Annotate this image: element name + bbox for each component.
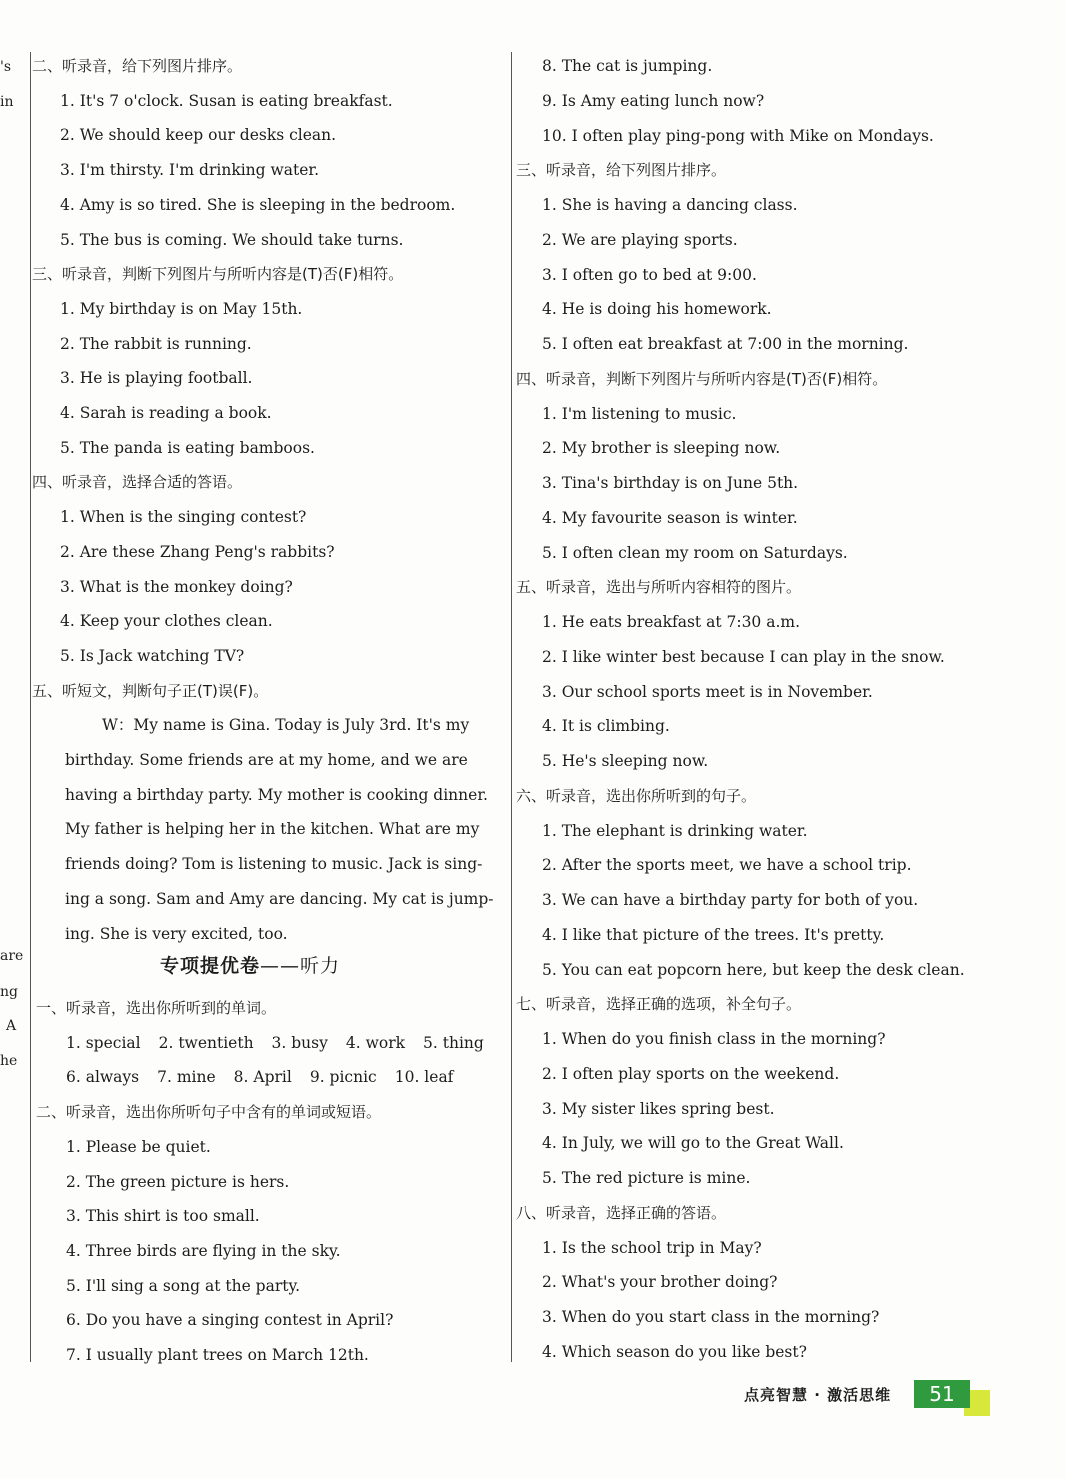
right-line: 2. What's your brother doing? xyxy=(542,1273,778,1292)
left-line: friends doing? Tom is listening to music. Jack is sing- xyxy=(65,855,483,874)
right-section-heading: 七、听录音，选择正确的选项，补全句子。 xyxy=(516,995,802,1014)
word-option: 1. special xyxy=(66,1033,141,1052)
special-line: 6. Do you have a singing contest in April? xyxy=(66,1311,394,1330)
right-line: 1. She is having a dancing class. xyxy=(542,196,798,214)
right-line: 3. My sister likes spring best. xyxy=(542,1099,775,1118)
special-line: 1. Please be quiet. xyxy=(66,1137,211,1156)
right-line: 4. I like that picture of the trees. It's pretty. xyxy=(542,925,885,944)
special-line: 2. The green picture is hers. xyxy=(66,1172,290,1191)
right-line: 2. I often play sports on the weekend. xyxy=(542,1064,840,1083)
left-line: 5. Is Jack watching TV? xyxy=(60,646,245,665)
right-line: 3. We can have a birthday party for both of you. xyxy=(542,891,919,909)
left-line: 1. My birthday is on May 15th. xyxy=(60,299,303,318)
right-line: 2. After the sports meet, we have a school trip. xyxy=(542,856,912,875)
right-line: 10. I often play ping-pong with Mike on Mondays. xyxy=(542,126,934,145)
right-line: 4. He is doing his homework. xyxy=(542,300,772,319)
left-line: ing a song. Sam and Amy are dancing. My cat is jump- xyxy=(65,889,494,908)
word-option: 4. work xyxy=(345,1033,406,1052)
right-section-heading: 八、听录音，选择正确的答语。 xyxy=(516,1203,727,1222)
right-section-heading: 三、听录音，给下列图片排序。 xyxy=(516,161,727,180)
right-line: 5. I often eat breakfast at 7:00 in the morning. xyxy=(542,335,909,353)
left-line: 5. The panda is eating bamboos. xyxy=(60,438,315,457)
footer-slogan: 点亮智慧 · 激活思维 xyxy=(744,1386,892,1404)
left-line: 1. It's 7 o'clock. Susan is eating breakfast. xyxy=(60,91,393,110)
left-line: 2. Are these Zhang Peng's rabbits? xyxy=(60,542,335,561)
left-line: 4. Amy is so tired. She is sleeping in the bedroom. xyxy=(60,195,456,214)
left-line: 2. The rabbit is running. xyxy=(60,334,252,353)
word-option: 8. April xyxy=(233,1068,292,1087)
special-word-row xyxy=(66,1033,502,1053)
right-line: 2. My brother is sleeping now. xyxy=(542,439,781,458)
left-line: 2. We should keep our desks clean. xyxy=(60,126,337,145)
left-line: W：My name is Gina. Today is July 3rd. It's my xyxy=(102,716,470,735)
right-line: 4. In July, we will go to the Great Wall. xyxy=(542,1134,844,1153)
section-title xyxy=(160,956,340,976)
left-section-heading: 二、听录音，给下列图片排序。 xyxy=(32,57,243,75)
right-line: 4. Which season do you like best? xyxy=(542,1342,807,1361)
left-section-heading: 三、听录音，判断下列图片与所听内容是(T)否(F)相符。 xyxy=(32,265,404,284)
right-line: 3. Our school sports meet is in November. xyxy=(542,682,873,701)
section-title-sub: ——听力 xyxy=(260,955,341,977)
right-line: 2. We are playing sports. xyxy=(542,230,738,249)
special-section-heading: 一、听录音，选出你所听到的单词。 xyxy=(36,999,277,1017)
left-line: 3. He is playing football. xyxy=(60,369,253,388)
right-line: 9. Is Amy eating lunch now? xyxy=(542,91,765,110)
right-line: 3. When do you start class in the morning? xyxy=(542,1308,880,1326)
right-line: 5. I often clean my room on Saturdays. xyxy=(542,543,848,562)
right-line: 1. Is the school trip in May? xyxy=(542,1238,762,1257)
special-line: 4. Three birds are flying in the sky. xyxy=(66,1241,341,1260)
right-line: 5. He's sleeping now. xyxy=(542,752,709,770)
right-line: 4. It is climbing. xyxy=(542,717,670,736)
right-line: 3. Tina's birthday is on June 5th. xyxy=(542,474,799,492)
left-line: 5. The bus is coming. We should take turns. xyxy=(60,230,404,249)
special-word-row xyxy=(66,1067,471,1087)
special-section-heading: 二、听录音，选出你所听句子中含有的单词或短语。 xyxy=(36,1103,382,1122)
left-line: 1. When is the singing contest? xyxy=(60,508,307,527)
left-line: My father is helping her in the kitchen. What are my xyxy=(65,820,480,839)
left-section-heading: 四、听录音，选择合适的答语。 xyxy=(32,473,243,492)
right-line: 2. I like winter best because I can play in the snow. xyxy=(542,647,945,666)
right-line: 5. The red picture is mine. xyxy=(542,1169,751,1187)
right-line: 8. The cat is jumping. xyxy=(542,57,713,75)
word-option: 10. leaf xyxy=(394,1068,454,1087)
left-line: 3. I'm thirsty. I'm drinking water. xyxy=(60,161,320,180)
word-option: 5. thing xyxy=(423,1033,484,1052)
edge-fragment: he xyxy=(0,1053,18,1069)
left-section-heading: 五、听短文，判断句子正(T)误(F)。 xyxy=(32,681,269,700)
word-option: 2. twentieth xyxy=(158,1033,254,1052)
edge-fragment: are xyxy=(0,948,24,964)
section-title-main: 专项提优卷 xyxy=(160,955,261,977)
edge-fragment: in xyxy=(0,94,14,110)
left-line: birthday. Some friends are at my home, and we are xyxy=(65,751,468,769)
edge-fragment: ng xyxy=(0,984,18,1000)
right-line: 1. When do you finish class in the morning? xyxy=(542,1030,886,1048)
special-line: 7. I usually plant trees on March 12th. xyxy=(66,1346,369,1364)
page-number: 51 xyxy=(914,1380,970,1408)
column-divider-left xyxy=(30,52,31,1362)
right-section-heading: 五、听录音，选出与所听内容相符的图片。 xyxy=(516,578,802,597)
word-option: 3. busy xyxy=(271,1033,328,1052)
left-line: 4. Sarah is reading a book. xyxy=(60,404,272,422)
right-section-heading: 六、听录音，选出你所听到的句子。 xyxy=(516,786,757,805)
right-line: 1. I'm listening to music. xyxy=(542,404,737,423)
word-option: 6. always xyxy=(66,1068,140,1087)
left-line: ing. She is very excited, too. xyxy=(65,924,288,943)
left-line: having a birthday party. My mother is cooking dinner. xyxy=(65,785,488,804)
right-line: 4. My favourite season is winter. xyxy=(542,508,798,527)
right-line: 1. He eats breakfast at 7:30 a.m. xyxy=(542,613,801,631)
special-line: 3. This shirt is too small. xyxy=(66,1207,260,1226)
word-option: 7. mine xyxy=(157,1068,216,1087)
edge-fragment: 's xyxy=(0,59,12,75)
left-line: 3. What is the monkey doing? xyxy=(60,577,293,596)
right-line: 1. The elephant is drinking water. xyxy=(542,821,808,840)
column-divider-center xyxy=(511,52,512,1362)
right-section-heading: 四、听录音，判断下列图片与所听内容是(T)否(F)相符。 xyxy=(516,369,888,388)
word-option: 9. picnic xyxy=(309,1068,377,1087)
right-line: 3. I often go to bed at 9:00. xyxy=(542,265,757,284)
right-line: 5. You can eat popcorn here, but keep the desk clean. xyxy=(542,960,965,979)
special-line: 5. I'll sing a song at the party. xyxy=(66,1276,301,1295)
edge-fragment: A xyxy=(6,1018,17,1034)
left-line: 4. Keep your clothes clean. xyxy=(60,612,273,631)
